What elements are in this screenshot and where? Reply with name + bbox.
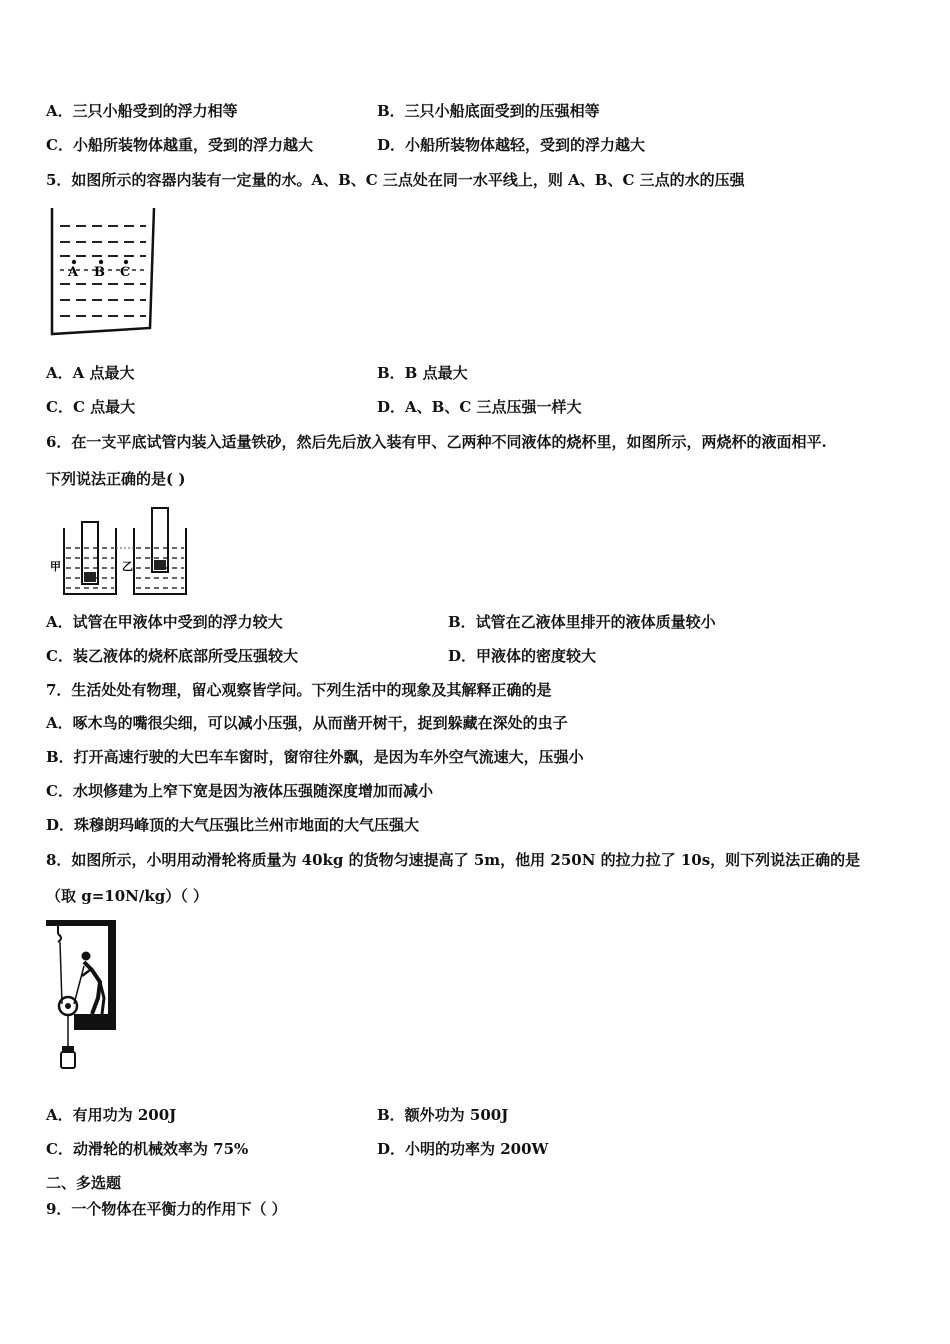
q4-option-c: C．小船所装物体越重，受到的浮力越大: [46, 136, 313, 154]
label-c: C: [120, 265, 131, 280]
q9-stem: 9．一个物体在平衡力的作用下（ ）: [46, 1200, 287, 1218]
q8-option-d: D．小明的功率为 200W: [377, 1140, 549, 1158]
q4-option-d: D．小船所装物体越轻，受到的浮力越大: [377, 136, 646, 154]
q7-option-a: A．啄木鸟的嘴很尖细，可以减小压强，从而凿开树干，捉到躲藏在深处的虫子: [46, 714, 568, 732]
q5-option-b: B．B 点最大: [377, 364, 468, 382]
q7-option-b: B．打开高速行驶的大巴车车窗时，窗帘往外飘，是因为车外空气流速大，压强小: [46, 748, 584, 766]
label-a: A: [68, 265, 79, 280]
q8-option-b: B．额外功为 500J: [377, 1106, 509, 1124]
q5-stem: 5．如图所示的容器内装有一定量的水。A、B、C 三点处在同一水平线上，则 A、B、C 三点的水的压强: [46, 171, 745, 189]
q5-option-d: D．A、B、C 三点压强一样大: [377, 398, 582, 416]
label-jia: 甲: [50, 560, 61, 573]
q8-option-a: A．有用功为 200J: [46, 1106, 177, 1124]
q6-option-a: A．试管在甲液体中受到的浮力较大: [46, 613, 283, 631]
test-tube-beakers-figure: [50, 504, 200, 598]
label-b: B: [94, 265, 105, 280]
q8-stem-line2: （取 g=10N/kg）（ ）: [46, 887, 208, 905]
q8-stem-line1: 8．如图所示，小明用动滑轮将质量为 40kg 的货物匀速提高了 5m，他用 250N 的拉力拉了 10s，则下列说法正确的是: [46, 851, 861, 869]
q4-option-b: B．三只小船底面受到的压强相等: [377, 102, 600, 120]
q6-option-c: C．装乙液体的烧杯底部所受压强较大: [46, 647, 298, 665]
q7-option-d: D．珠穆朗玛峰顶的大气压强比兰州市地面的大气压强大: [46, 816, 420, 834]
q6-option-b: B．试管在乙液体里排开的液体质量较小: [448, 613, 716, 631]
q6-stem-line2: 下列说法正确的是( ): [46, 470, 186, 488]
container-water-figure: [46, 204, 158, 338]
pulley-figure: [44, 918, 120, 1074]
q5-option-a: A．A 点最大: [46, 364, 135, 382]
q8-option-c: C．动滑轮的机械效率为 75%: [46, 1140, 249, 1158]
q6-option-d: D．甲液体的密度较大: [448, 647, 597, 665]
q4-option-a: A．三只小船受到的浮力相等: [46, 102, 238, 120]
section-title: 二、多选题: [46, 1174, 122, 1192]
q7-stem: 7．生活处处有物理，留心观察皆学问。下列生活中的现象及其解释正确的是: [46, 681, 552, 699]
label-yi: 乙: [122, 560, 133, 573]
q5-option-c: C．C 点最大: [46, 398, 136, 416]
q7-option-c: C．水坝修建为上窄下宽是因为液体压强随深度增加而减小: [46, 782, 433, 800]
q6-stem-line1: 6．在一支平底试管内装入适量铁砂，然后先后放入装有甲、乙两种不同液体的烧杯里，如图所示，两烧杯的液面相平.: [46, 433, 827, 451]
